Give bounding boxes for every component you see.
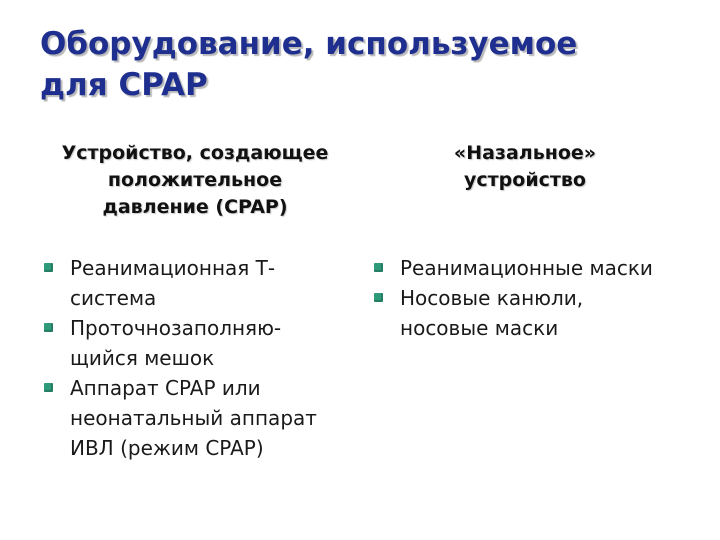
right-column-heading [360, 140, 690, 194]
list-item [374, 283, 694, 343]
square-bullet-icon [44, 323, 53, 332]
right-heading-line-2: устройство [464, 169, 586, 191]
list-item-line: Носовые канюли, [400, 286, 584, 310]
list-item-line: неонатальный аппарат [70, 406, 317, 430]
left-bullet-list [44, 253, 344, 463]
left-heading-line-3: давление (CPAP) [102, 196, 288, 218]
square-bullet-icon [374, 293, 383, 302]
list-item-line: щийся мешок [70, 346, 215, 370]
square-bullet-icon [374, 263, 383, 272]
square-bullet-icon [44, 383, 53, 392]
slide-title-line-2: для CPAP [40, 67, 208, 103]
list-item [44, 313, 344, 373]
list-item-line: Аппарат CPAP или [70, 376, 261, 400]
list-item [374, 253, 694, 283]
list-item-line: носовые маски [400, 316, 559, 340]
list-item-line: Реанимационные маски [400, 256, 653, 280]
left-heading-line-2: положительное [107, 169, 283, 191]
list-item [44, 253, 344, 313]
left-heading-line-1: Устройство, создающее [61, 142, 329, 164]
right-heading-line-1: «Назальное» [453, 142, 597, 164]
right-bullet-list [374, 253, 694, 343]
slide-title [40, 24, 690, 106]
square-bullet-icon [44, 263, 53, 272]
list-item-line: система [70, 286, 157, 310]
left-column-heading [30, 140, 360, 221]
list-item-line: Проточнозаполняю- [70, 316, 282, 340]
list-item [44, 373, 344, 463]
slide-title-line-1: Оборудование, используемое [40, 26, 578, 62]
list-item-line: ИВЛ (режим CPAP) [70, 436, 264, 460]
list-item-line: Реанимационная Т- [70, 256, 276, 280]
